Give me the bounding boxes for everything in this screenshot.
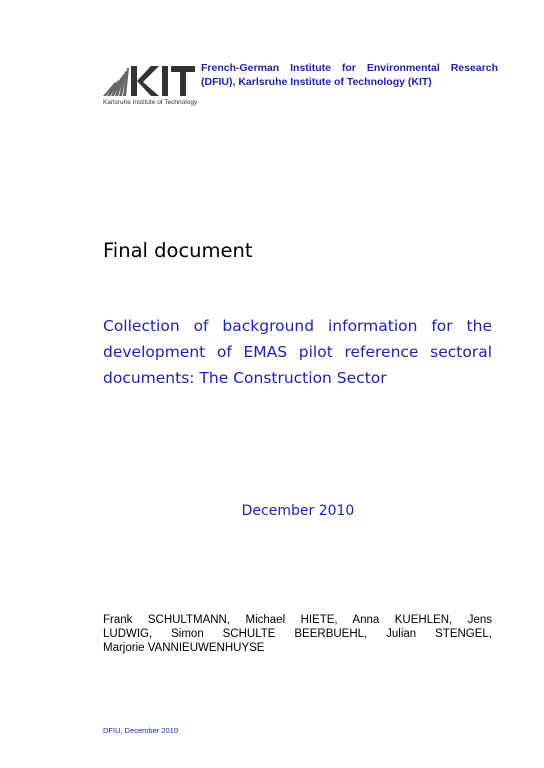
authors-line-1: Frank SCHULTMANN, Michael HIETE, Anna KUEHLEN, Jens <box>103 614 492 626</box>
title-line-1: Collection of background information for the <box>103 317 492 335</box>
kit-logo-graphic <box>103 62 195 98</box>
page-footer: DFIU, December 2010 <box>103 726 179 735</box>
authors-line-3: Marjorie VANNIEUWENHUYSE <box>103 642 265 654</box>
document-title <box>103 313 492 391</box>
kit-logo-fan <box>103 68 129 96</box>
institute-line-1: French-German Institute for Environmental Research <box>201 62 498 74</box>
kit-logo-k <box>131 66 159 96</box>
title-line-3: documents: The Construction Sector <box>103 369 387 387</box>
author-list <box>103 613 492 655</box>
institute-line-2: (DFIU), Karlsruhe Institute of Technology (KIT) <box>201 75 432 88</box>
kit-logo-t <box>171 66 195 96</box>
kit-logo-i <box>162 66 168 96</box>
kit-logo <box>103 62 198 108</box>
publication-date: December 2010 <box>241 503 355 519</box>
authors-line-2: LUDWIG, Simon SCHULTE BEERBUEHL, Julian STENGEL, <box>103 628 492 640</box>
document-type-heading: Final document <box>103 239 253 262</box>
title-line-2: development of EMAS pilot reference sectoral <box>103 343 492 361</box>
logo-tagline: Karlsruhe Institute of Technology <box>103 99 198 106</box>
institute-name <box>201 62 498 89</box>
